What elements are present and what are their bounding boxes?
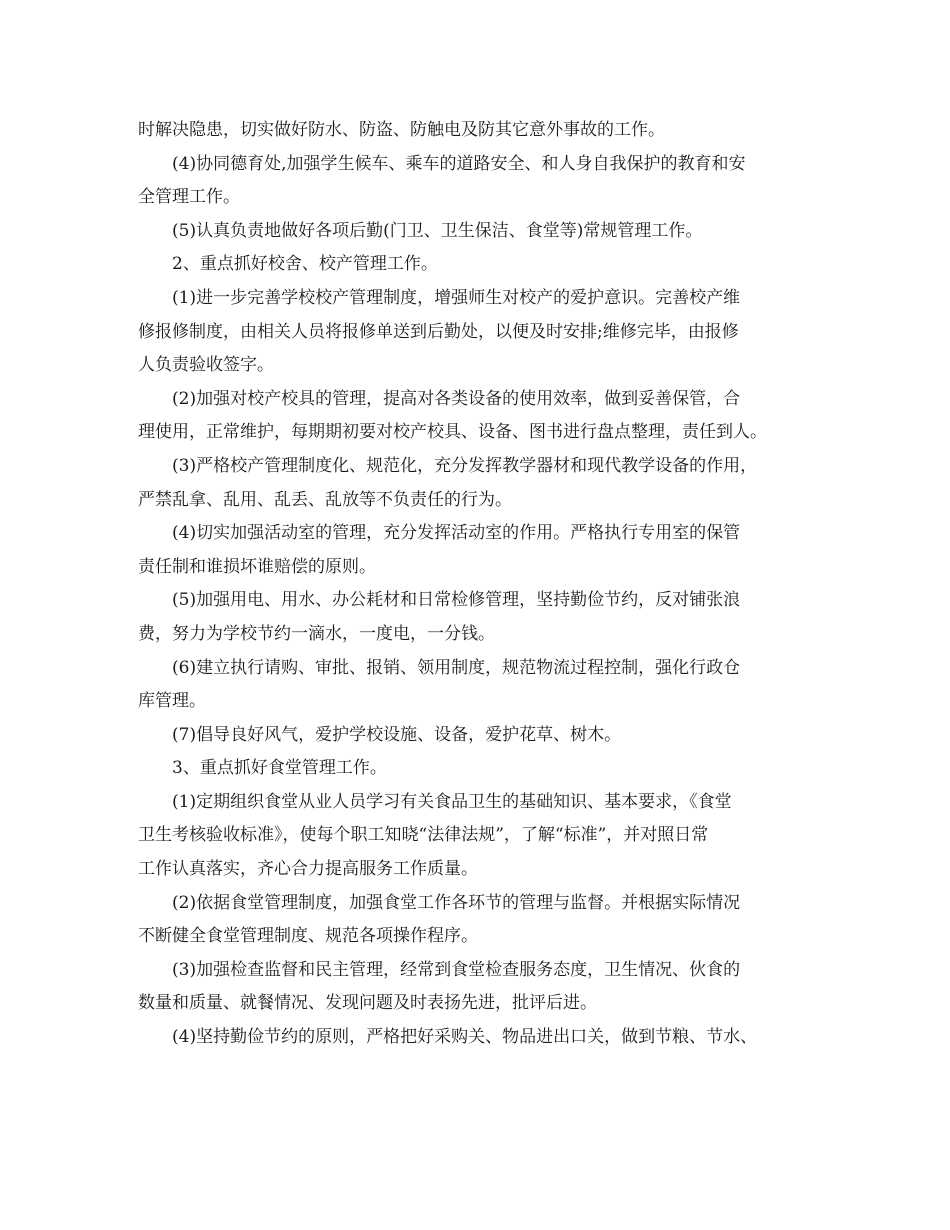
- text-line: 数量和质量、就餐情况、发现问题及时表扬先进，批评后进。: [138, 993, 597, 1014]
- text-line: (2)加强对校产校具的管理，提高对各类设备的使用效率，做到妥善保管，合: [172, 388, 741, 409]
- text-line: 不断健全食堂管理制度、规范各项操作程序。: [138, 926, 478, 947]
- text-line: 严禁乱拿、乱用、乱丢、乱放等不负责任的行为。: [138, 489, 512, 510]
- text-line: (3)加强检查监督和民主管理，经常到食堂检查服务态度，卫生情况、伙食的: [172, 959, 741, 980]
- text-line: (1)进一步完善学校校产管理制度，增强师生对校产的爱护意识。完善校产维: [172, 287, 741, 308]
- text-line: (2)依据食堂管理制度，加强食堂工作各环节的管理与监督。并根据实际情况: [172, 892, 741, 913]
- text-line: (1)定期组织食堂从业人员学习有关食品卫生的基础知识、基本要求，《食堂: [172, 791, 732, 812]
- text-line: 工作认真落实，齐心合力提高服务工作质量。: [138, 859, 478, 880]
- text-line: (3)严格校产管理制度化、规范化，充分发挥教学器材和现代教学设备的作用，: [172, 455, 758, 476]
- document-body: [138, 114, 828, 1055]
- text-line: 理使用，正常维护，每期期初要对校产校具、设备、图书进行盘点整理，责任到人。: [138, 422, 767, 443]
- text-line: 卫生考核验收标准》，使每个职工知晓“法律法规”，了解“标准”，并对照日常: [138, 825, 709, 846]
- text-line: 费，努力为学校节约一滴水，一度电，一分钱。: [138, 623, 495, 644]
- text-line: 时解决隐患，切实做好防水、防盗、防触电及防其它意外事故的工作。: [138, 120, 665, 140]
- text-line: 库管理。: [138, 691, 206, 712]
- text-line: (4)协同德育处,加强学生候车、乘车的道路安全、和人身自我保护的教育和安: [172, 153, 746, 174]
- text-line: (5)认真负责地做好各项后勤(门卫、卫生保洁、食堂等)常规管理工作。: [172, 220, 703, 241]
- text-line: 2、重点抓好校舍、校产管理工作。: [172, 254, 438, 275]
- text-line: 修报修制度，由相关人员将报修单送到后勤处，以便及时安排;维修完毕，由报修: [138, 321, 739, 342]
- text-line: (4)切实加强活动室的管理，充分发挥活动室的作用。严格执行专用室的保管: [172, 523, 741, 544]
- text-line: 责任制和谁损坏谁赔偿的原则。: [138, 556, 376, 577]
- text-line: 3、重点抓好食堂管理工作。: [172, 758, 387, 779]
- text-line: 全管理工作。: [138, 187, 240, 208]
- text-line: (7)倡导良好风气，爱护学校设施、设备，爱护花草、树木。: [172, 724, 622, 745]
- text-line: (5)加强用电、用水、办公耗材和日常检修管理，坚持勤俭节约，反对铺张浪: [172, 590, 741, 611]
- text-line: 人负责验收签字。: [138, 355, 274, 376]
- text-line: (4)坚持勤俭节约的原则，严格把好采购关、物品进出口关，做到节粮、节水、: [172, 1027, 758, 1048]
- text-line: (6)建立执行请购、审批、报销、领用制度，规范物流过程控制，强化行政仓: [172, 657, 741, 678]
